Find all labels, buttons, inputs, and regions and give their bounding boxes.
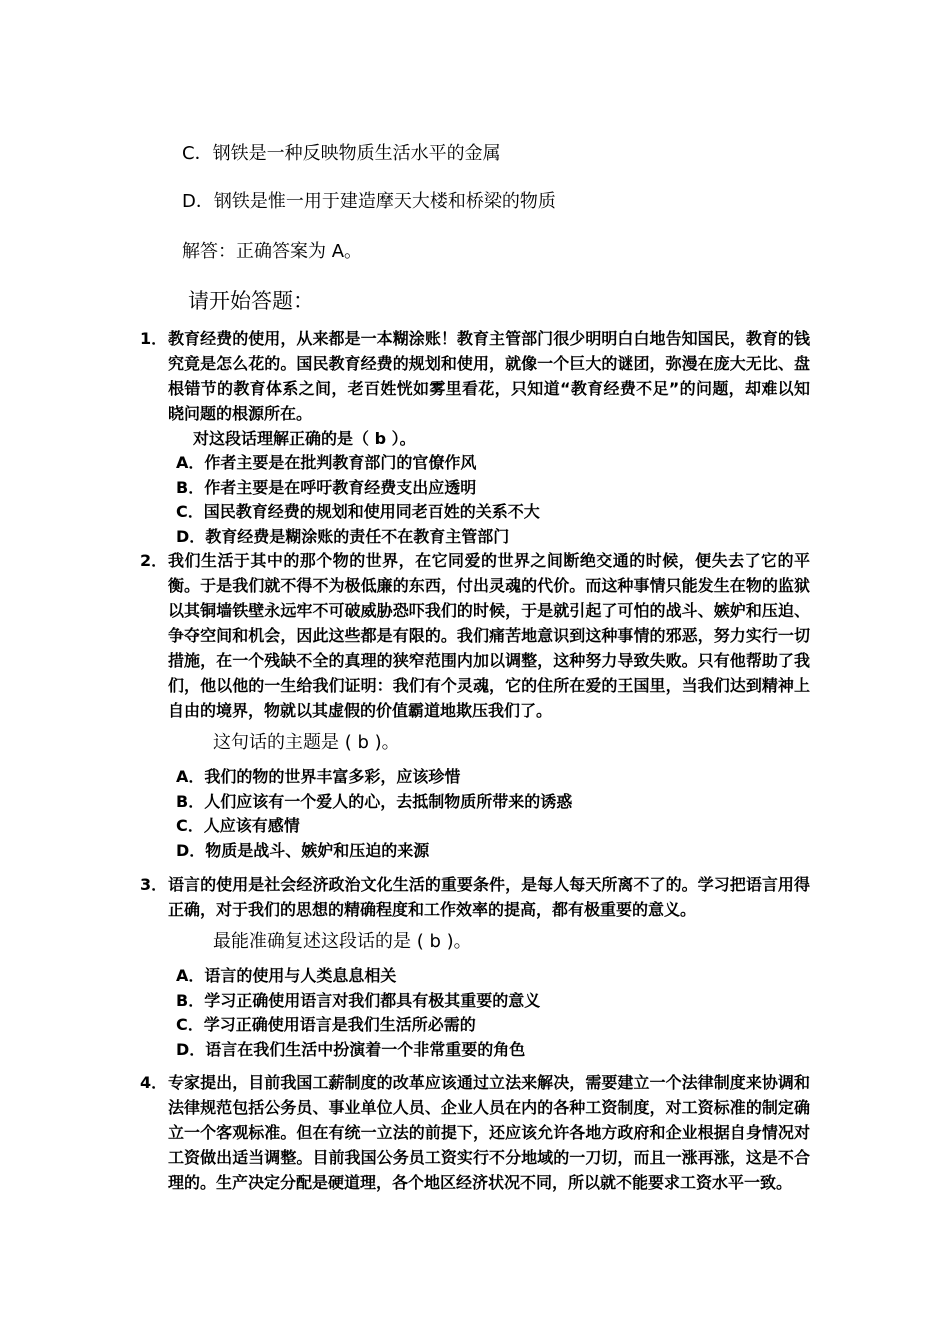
intro-answer: 解答：正确答案为 A。 <box>182 241 363 262</box>
question-text: 语言的使用是社会经济政治文化生活的重要条件，是每人每天所离不了的。学习把语言用得正确，对于我们的思想的精确程度和工作效率的提高，都有极重要的意义。 <box>168 875 810 919</box>
option-a: A．作者主要是在批判教育部门的官僚作风 <box>176 453 477 472</box>
question-prompt: 这句话的主题是 ( b )。 <box>213 732 400 753</box>
question-number: 2． <box>140 551 168 570</box>
option-c: C．国民教育经费的规划和使用同老百姓的关系不大 <box>176 502 540 521</box>
question-prompt: 最能准确复述这段话的是 ( b )。 <box>213 931 472 952</box>
question-text: 教育经费的使用，从来都是一本糊涂账！教育主管部门很少明明白白地告知国民，教育的钱究竟是怎么花的。国民教育经费的规划和使用，就像一个巨大的谜团，弥漫在庞大无比、盘根错节的教育体系之间，老百姓恍如雾里看花，只知道“教育经费不足”的问题，却难以知晓问题的根源所在。 <box>168 329 810 423</box>
question-4 <box>140 1070 810 1195</box>
start-heading: 请开始答题： <box>188 289 314 313</box>
option-list <box>176 964 810 1062</box>
option-b: B．作者主要是在呼吁教育经费支出应透明 <box>176 477 477 497</box>
intro-option-d: D．钢铁是惟一用于建造摩天大楼和桥梁的物质 <box>182 191 556 212</box>
question-number: 4． <box>140 1073 168 1092</box>
option-a: A．我们的物的世界丰富多彩，应该珍惜 <box>176 767 461 786</box>
question-number: 1． <box>140 329 168 348</box>
question-number: 3． <box>140 875 168 894</box>
option-d: D．教育经费是糊涂账的责任不在教育主管部门 <box>176 526 510 546</box>
option-d: D．物质是战斗、嫉妒和压迫的来源 <box>176 840 430 860</box>
option-c: C．人应该有感情 <box>176 816 300 835</box>
intro-option-c: C．钢铁是一种反映物质生活水平的金属 <box>182 143 501 164</box>
option-a: A．语言的使用与人类息息相关 <box>176 966 397 985</box>
option-d: D．语言在我们生活中扮演着一个非常重要的角色 <box>176 1039 526 1059</box>
question-1 <box>140 326 810 549</box>
question-text: 专家提出，目前我国工薪制度的改革应该通过立法来解决，需要建立一个法律制度来协调和法律规范包括公务员、事业单位人员、企业人员在内的各种工资制度，对工资标准的制定确立一个客观标准。但在有统一立法的前提下，还应该允许各地方政府和企业根据自身情况对工资做出适当调整。目前我国公务员工资实行不分地域的一刀切，而且一涨再涨，这是不合理的。生产决定分配是硬道理，各个地区经济状况不同，所以就不能要求工资水平一致。 <box>168 1073 810 1192</box>
option-list <box>176 765 810 863</box>
option-c: C．学习正确使用语言是我们生活所必需的 <box>176 1015 476 1034</box>
option-list <box>176 451 810 549</box>
question-2 <box>140 548 810 863</box>
question-text: 我们生活于其中的那个物的世界，在它同爱的世界之间断绝交通的时候，便失去了它的平衡。于是我们就不得不为极低廉的东西，付出灵魂的代价。而这种事情只能发生在物的监狱以其铜墙铁壁永远牢不可破威胁恐吓我们的时候，于是就引起了可怕的战斗、嫉妒和压迫、争夺空间和机会，因此这些都是有限的。我们痛苦地意识到这种事情的邪恶，努力实行一切措施，在一个残缺不全的真理的狭窄范围内加以调整，这种努力导致失败。只有他帮助了我们，他以他的一生给我们证明：我们有个灵魂，它的住所在爱的王国里，当我们达到精神上自由的境界，物就以其虚假的价值霸道地欺压我们了。 <box>168 551 810 720</box>
question-3 <box>140 872 810 1062</box>
question-prompt: 对这段话理解正确的是（ b ）。 <box>193 429 416 448</box>
option-b: B．人们应该有一个爱人的心，去抵制物质所带来的诱惑 <box>176 791 573 811</box>
option-b: B．学习正确使用语言对我们都具有极其重要的意义 <box>176 990 541 1010</box>
